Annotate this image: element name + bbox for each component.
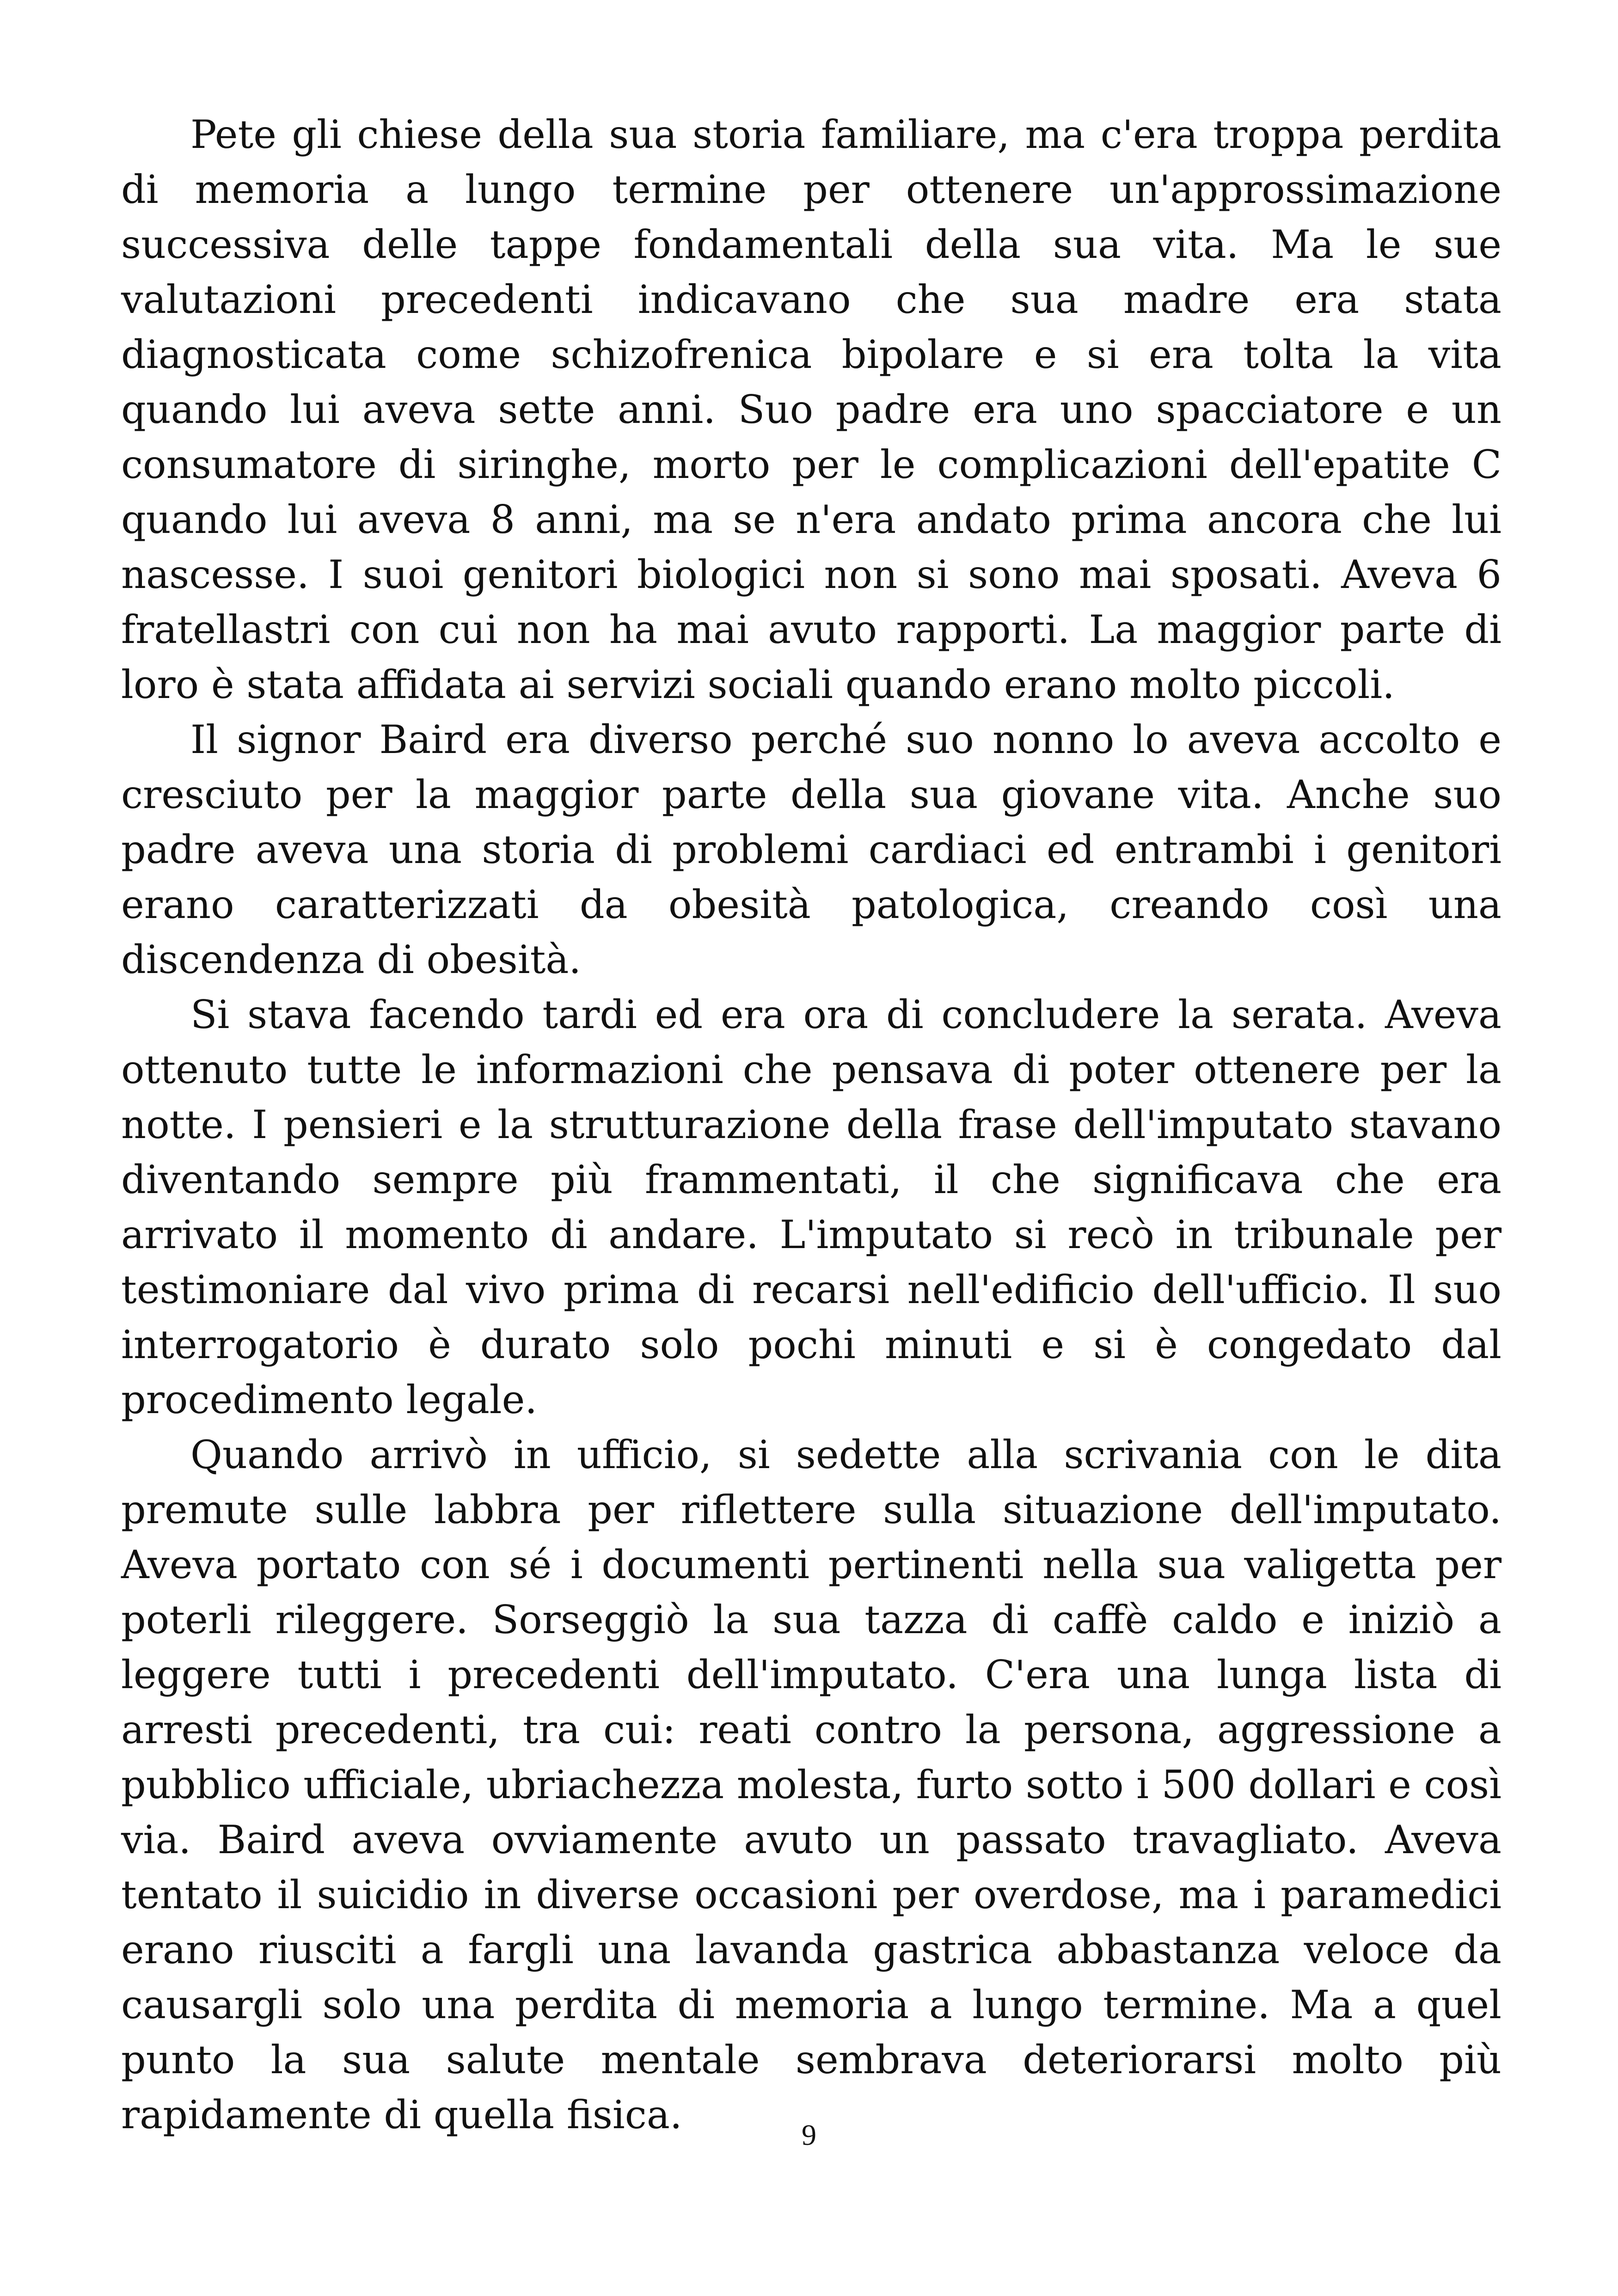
paragraph-1: Pete gli chiese della sua storia familiare, ma c'era troppa perdita di memoria a lungo termine per ottenere un'approssimazione successiva delle tappe fondamentali della sua vita. Ma le sue valutazioni precedenti indicavano che sua madre era stata diagnosticata come schizofrenica bipolare e si era tolta la vita quando lui aveva sette anni. Suo padre era uno spacciatore e un consumatore di siringhe, morto per le complicazioni dell'epatite C quando lui aveva 8 anni, ma se n'era andato prima ancora che lui nascesse. I suoi genitori biologici non si sono mai sposati. Aveva 6 fratellastri con cui non ha mai avuto rapporti. La maggior parte di loro è stata affidata ai servizi sociali quando erano molto piccoli. xyxy=(121,112,1502,707)
paragraph-3: Si stava facendo tardi ed era ora di concludere la serata. Aveva ottenuto tutte le informazioni che pensava di poter ottenere per la notte. I pensieri e la strutturazione della frase dell'imputato stavano diventando sempre più frammentati, il che significava che era arrivato il momento di andare. L'imputato si recò in tribunale per testimoniare dal vivo prima di recarsi nell'edificio dell'ufficio. Il suo interrogatorio è durato solo pochi minuti e si è congedato dal procedimento legale. xyxy=(121,992,1502,1422)
body-text xyxy=(121,107,1502,2143)
paragraph-4: Quando arrivò in ufficio, si sedette alla scrivania con le dita premute sulle labbra per riflettere sulla situazione dell'imputato. Aveva portato con sé i documenti pertinenti nella sua valigetta per poterli rileggere. Sorseggiò la sua tazza di caffè caldo e iniziò a leggere tutti i precedenti dell'imputato. C'era una lunga lista di arresti precedenti, tra cui: reati contro la persona, aggressione a pubblico ufficiale, ubriachezza molesta, furto sotto i 500 dollari e così via. Baird aveva ovviamente avuto un passato travagliato. Aveva tentato il suicidio in diverse occasioni per overdose, ma i paramedici erano riusciti a fargli una lavanda gastrica abbastanza veloce da causargli solo una perdita di memoria a lungo termine. Ma a quel punto la sua salute mentale sembrava deteriorarsi molto più rapidamente di quella fisica. xyxy=(121,1432,1502,2137)
paragraph-2: Il signor Baird era diverso perché suo nonno lo aveva accolto e cresciuto per la maggior parte della sua giovane vita. Anche suo padre aveva una storia di problemi cardiaci ed entrambi i genitori erano caratterizzati da obesità patologica, creando così una discendenza di obesità. xyxy=(121,717,1502,982)
page-number: 9 xyxy=(802,2118,816,2151)
